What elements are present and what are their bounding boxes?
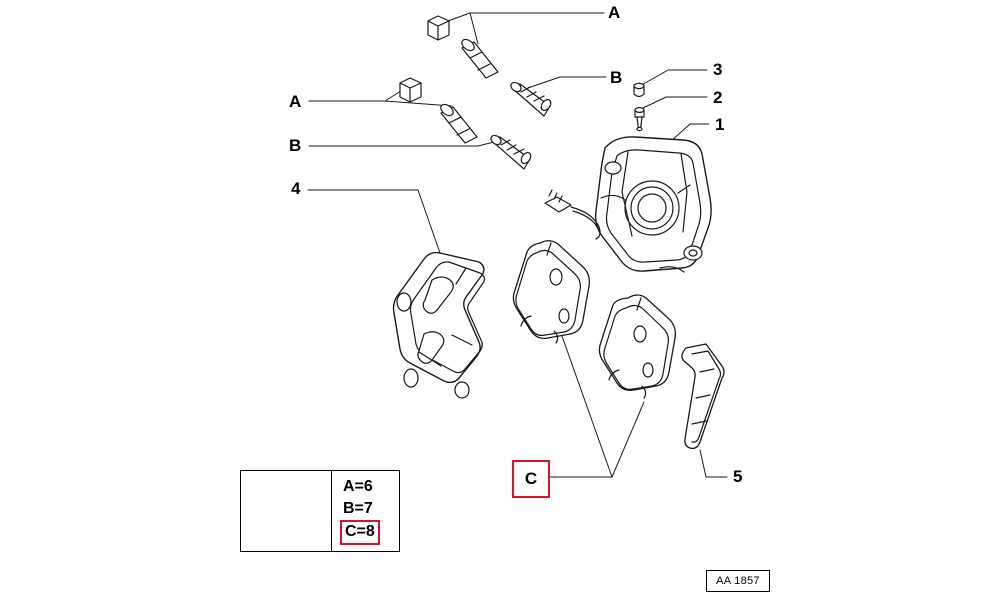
legend-box xyxy=(240,470,400,552)
brake-pad-upper xyxy=(513,241,589,343)
drawing-code: AA 1857 xyxy=(706,570,770,592)
caliper-carrier-bracket xyxy=(394,253,485,398)
caliper-body xyxy=(596,137,712,272)
legend-icon xyxy=(241,471,332,551)
legend-row-b: B=7 xyxy=(343,499,373,517)
legend-values xyxy=(332,471,399,551)
leader-lines-right xyxy=(640,70,709,142)
callout-5: 5 xyxy=(733,467,743,486)
leader-line-5 xyxy=(700,450,727,477)
leader-line-4 xyxy=(308,190,440,253)
guide-pin-set-top xyxy=(428,16,553,116)
legend-row-c: C=8 xyxy=(340,520,380,544)
bleed-screw-parts xyxy=(634,83,644,130)
callout-3: 3 xyxy=(713,60,723,79)
callout-b-top: B xyxy=(610,68,623,87)
brake-pad-lower xyxy=(599,295,675,398)
callout-4: 4 xyxy=(291,179,301,198)
leader-lines-top xyxy=(437,13,606,88)
anti-rattle-spring xyxy=(682,344,724,448)
callout-a-top: A xyxy=(608,3,621,22)
callout-2: 2 xyxy=(713,88,723,107)
legend-row-a: A=6 xyxy=(343,478,373,496)
wear-sensor-wire xyxy=(545,190,600,239)
callout-b-middle: B xyxy=(289,136,302,155)
callout-1: 1 xyxy=(715,115,725,134)
callout-c-marker: C xyxy=(512,460,550,498)
guide-pin-set-middle xyxy=(400,78,533,169)
callout-a-middle: A xyxy=(289,92,302,111)
